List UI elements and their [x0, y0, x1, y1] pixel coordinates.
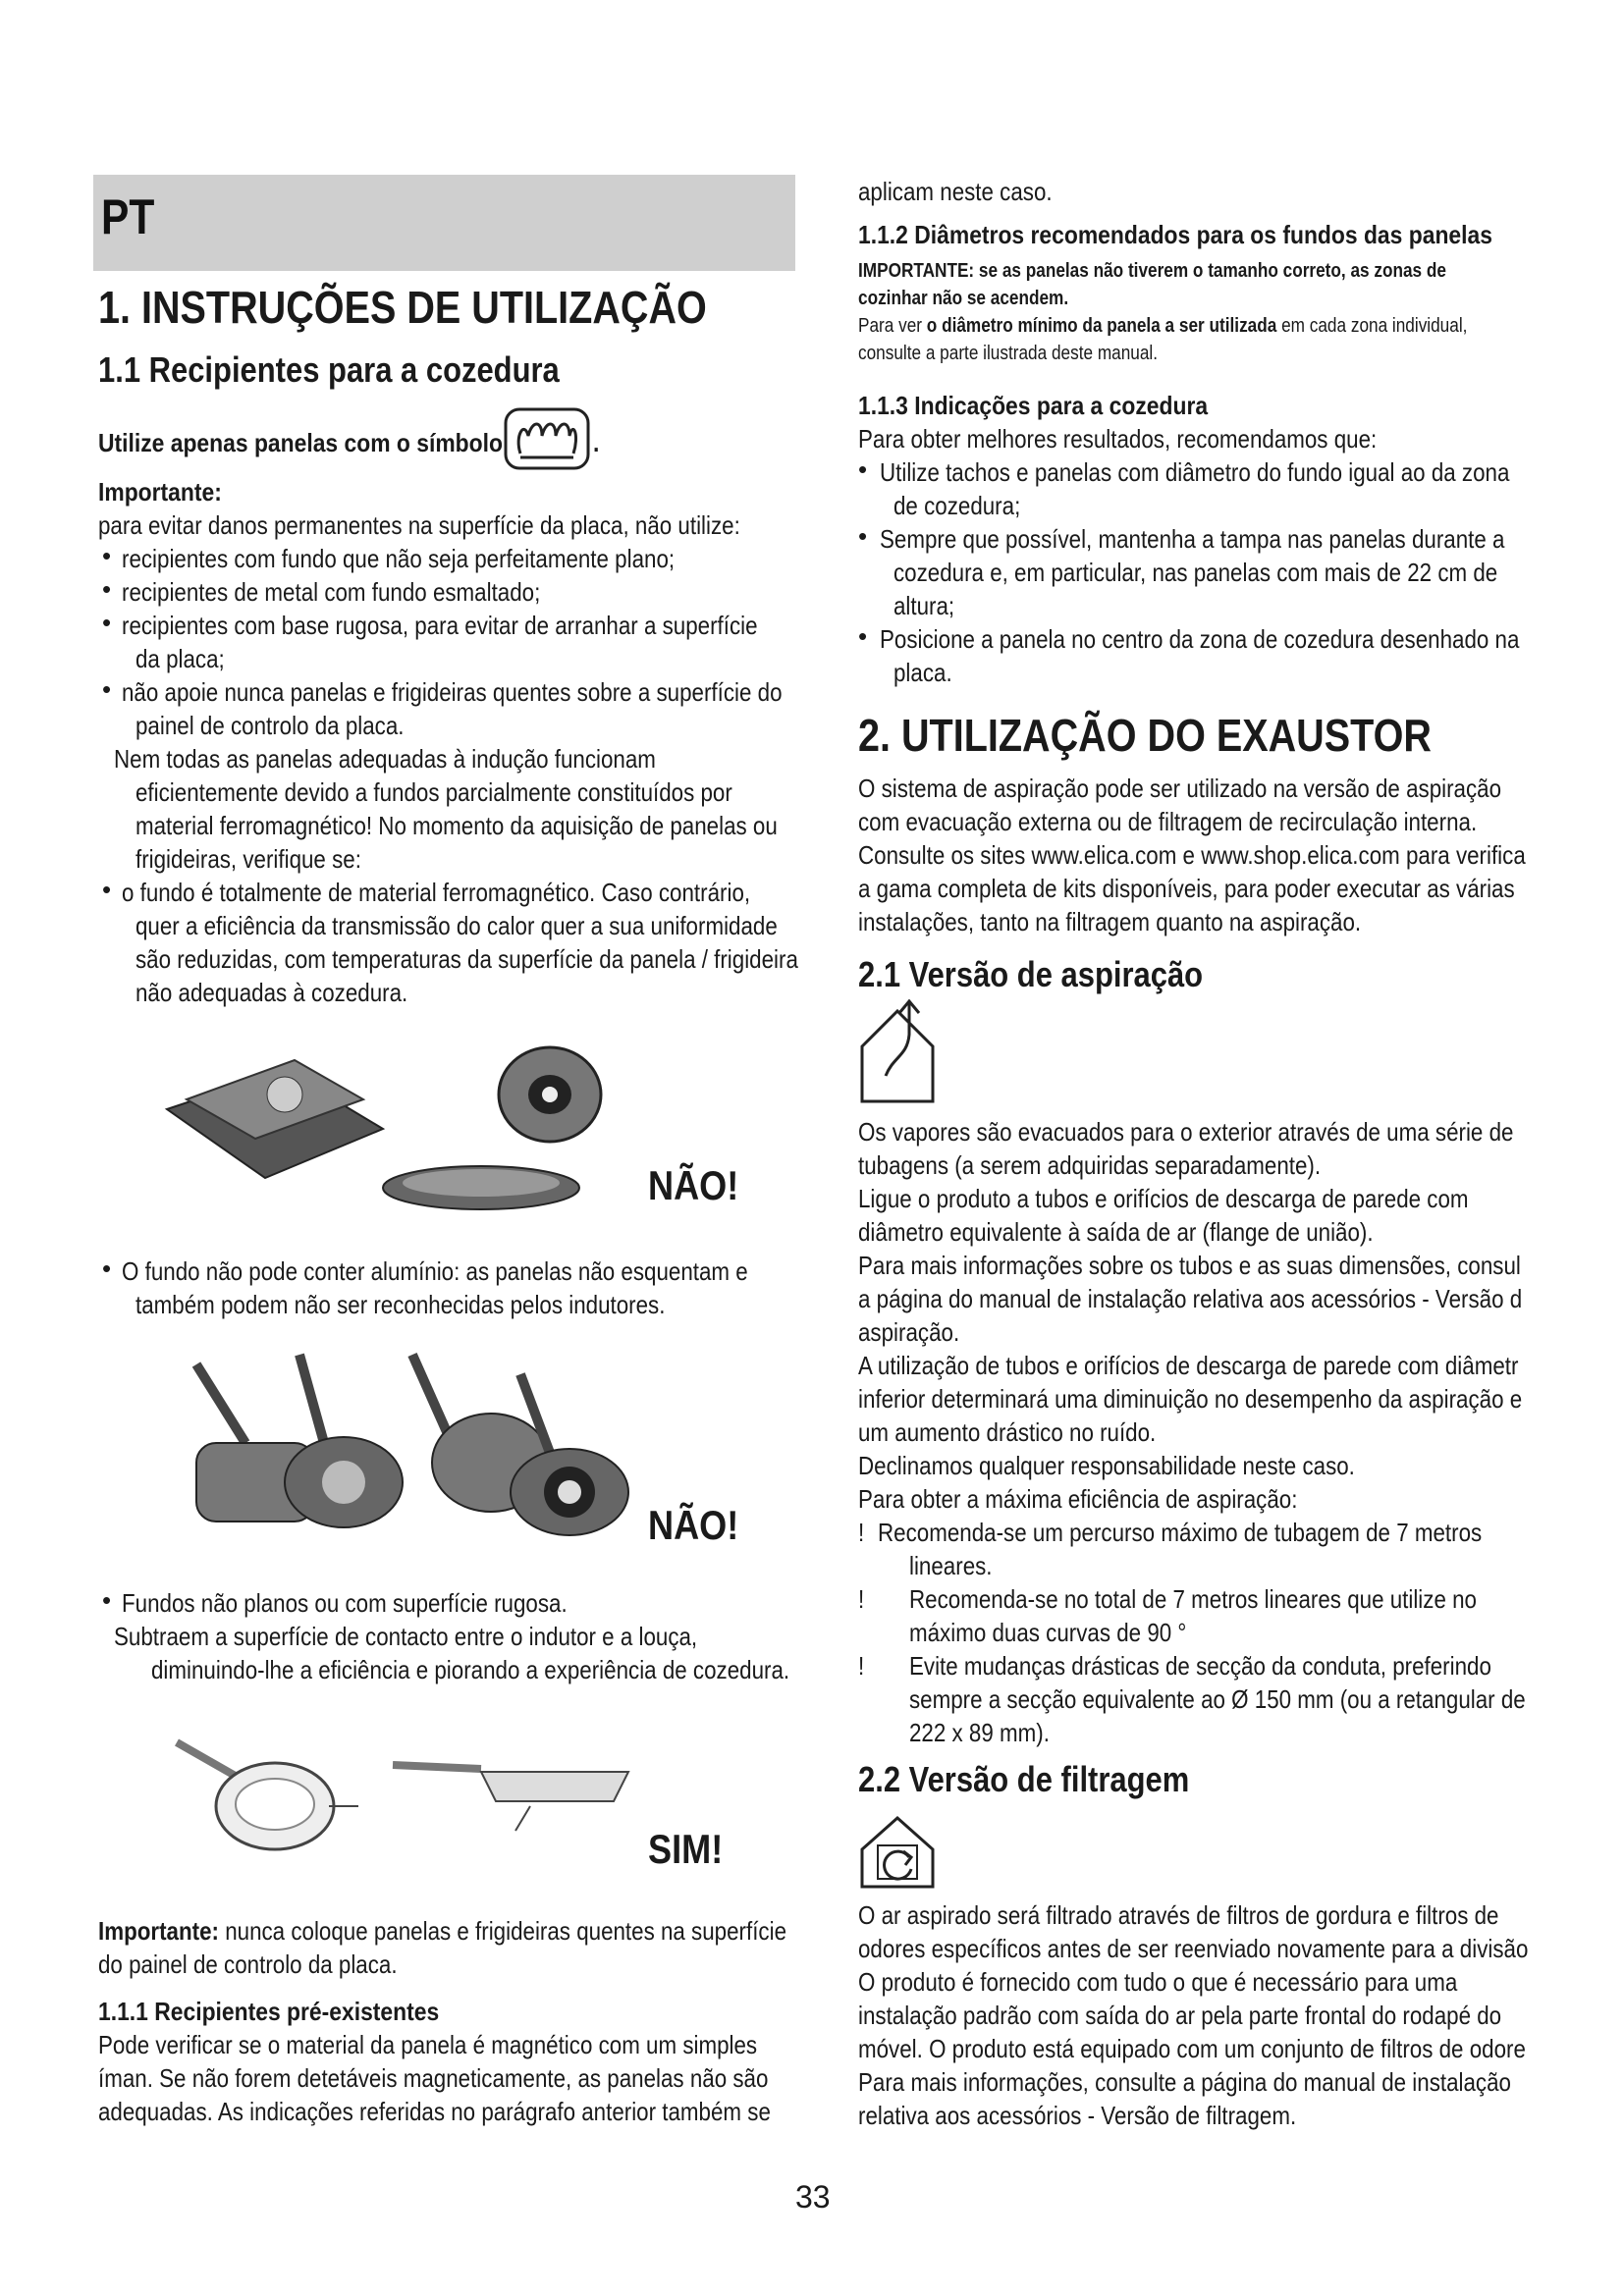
list-item: não apoie nunca panelas e frigideiras quentes sobre a superfície do — [122, 677, 783, 707]
list-item: Utilize tachos e panelas com diâmetro do fundo igual ao da zona — [880, 457, 1510, 487]
use-only-end: . — [593, 428, 600, 457]
important-note: cozinhar não se acendem. — [858, 288, 1069, 309]
paragraph: Para mais informações, consulte a página do manual de instalação — [858, 2067, 1511, 2097]
paragraph: Para obter melhores resultados, recomendamos que: — [858, 424, 1378, 454]
pan-illustration — [167, 1728, 638, 1855]
list-item-cont: da placa; — [135, 644, 225, 673]
exclamation-mark: ! — [858, 1584, 865, 1614]
section-1-1-2-title: 1.1.2 Diâmetros recomendados para os fundos das panelas — [858, 220, 1492, 249]
paragraph: O ar aspirado será filtrado através de filtros de gordura e filtros de — [858, 1900, 1499, 1930]
list-item-cont: placa. — [893, 658, 952, 687]
paragraph: O sistema de aspiração pode ser utilizado na versão de aspiração — [858, 774, 1502, 803]
exclamation-mark: ! — [858, 1518, 865, 1547]
list-item: Sempre que possível, mantenha a tampa nas panelas durante a — [880, 524, 1505, 554]
paragraph: diâmetro equivalente à saída de ar (flange de união). — [858, 1217, 1374, 1247]
important-text: do painel de controlo da placa. — [98, 1949, 398, 1979]
pan-illustration — [157, 1345, 648, 1541]
small-note-pre: Para ver — [858, 315, 927, 337]
ferro-text: o fundo é totalmente de material ferromagnético. Caso contrário, — [122, 878, 751, 907]
ducted-extraction-icon — [858, 997, 937, 1105]
bullet: • — [102, 541, 112, 570]
verdict-no: NÃO! — [648, 1502, 739, 1548]
page-number: 33 — [795, 2179, 831, 2215]
paragraph: Pode verificar se o material da panela é magnético com um simples — [98, 2030, 758, 2059]
section-2-title: 2. UTILIZAÇÃO DO EXAUSTOR — [858, 710, 1432, 761]
recommendation-cont: 222 x 89 mm). — [909, 1718, 1050, 1747]
verdict-yes: SIM! — [648, 1826, 724, 1872]
paragraph: íman. Se não forem detetáveis magneticamente, as panelas não são — [98, 2063, 769, 2093]
paragraph: com evacuação externa ou de filtragem de recirculação interna. — [858, 807, 1478, 836]
list-item-cont: de cozedura; — [893, 491, 1021, 520]
small-note — [858, 312, 1467, 340]
paragraph: tubagens (a serem adquiridas separadamente). — [858, 1150, 1322, 1180]
continued-text: aplicam neste caso. — [858, 177, 1053, 206]
section-2-2-title: 2.2 Versão de filtragem — [858, 1759, 1190, 1799]
language-header-bar — [93, 175, 795, 271]
aluminium-text: O fundo não pode conter alumínio: as panelas não esquentam e — [122, 1256, 748, 1286]
list-item-cont: painel de controlo da placa. — [135, 711, 405, 740]
rough-text: Fundos não planos ou com superfície rugosa. — [122, 1588, 568, 1618]
language-code: PT — [101, 189, 155, 244]
section-1-1-1-title: 1.1.1 Recipientes pré-existentes — [98, 1997, 440, 2026]
paragraph: móvel. O produto está equipado com um conjunto de filtros de odore — [858, 2034, 1526, 2063]
use-only-text: Utilize apenas panelas com o símbolo — [98, 428, 503, 457]
verdict-no: NÃO! — [648, 1162, 739, 1208]
section-1-title: 1. INSTRUÇÕES DE UTILIZAÇÃO — [98, 282, 707, 333]
bullet: • — [102, 608, 112, 637]
list-item-cont: cozedura e, em particular, nas panelas com mais de 22 cm de — [893, 558, 1498, 587]
paragraph: instalação padrão com saída do ar pela parte frontal do rodapé do — [858, 2001, 1502, 2030]
ferro-text: não adequadas à cozedura. — [135, 978, 408, 1007]
important-text: nunca coloque panelas e frigideiras quentes na superfície — [218, 1916, 787, 1946]
important-note — [98, 1914, 786, 1948]
recommendation: Recomenda-se um percurso máximo de tubagem de 7 metros — [878, 1518, 1483, 1547]
section-2-1-title: 2.1 Versão de aspiração — [858, 954, 1204, 994]
paragraph: Consulte os sites www.elica.com e www.shop.elica.com para verifica — [858, 840, 1526, 870]
induction-text: frigideiras, verifique se: — [135, 844, 361, 874]
recommendation: Recomenda-se no total de 7 metros lineares que utilize no — [909, 1584, 1477, 1614]
paragraph: Ligue o produto a tubos e orifícios de descarga de parede com — [858, 1184, 1469, 1213]
paragraph: Declinamos qualquer responsabilidade neste caso. — [858, 1451, 1355, 1480]
pan-illustration — [157, 1041, 648, 1217]
paragraph: odores específicos antes de ser reenviado novamente para a divisão — [858, 1934, 1529, 1963]
list-item: recipientes de metal com fundo esmaltado; — [122, 577, 541, 607]
paragraph: um aumento drástico no ruído. — [858, 1417, 1157, 1447]
bullet: • — [858, 454, 868, 484]
important-note: IMPORTANTE: se as panelas não tiverem o tamanho correto, as zonas de — [858, 260, 1446, 282]
bullet: • — [102, 674, 112, 704]
rough-text: Subtraem a superfície de contacto entre o indutor e a louça, — [114, 1622, 698, 1651]
list-item: Posicione a panela no centro da zona de cozedura desenhado na — [880, 624, 1520, 654]
paragraph: A utilização de tubos e orifícios de descarga de parede com diâmetr — [858, 1351, 1519, 1380]
ferro-text: quer a eficiência da transmissão do calor quer a sua uniformidade — [135, 911, 778, 940]
aluminium-text: também podem não ser reconhecidas pelos indutores. — [135, 1290, 666, 1319]
paragraph: relativa aos acessórios - Versão de filtragem. — [858, 2101, 1297, 2130]
paragraph: a gama completa de kits disponíveis, para poder executar as várias — [858, 874, 1515, 903]
important-intro: para evitar danos permanentes na superfície da placa, não utilize: — [98, 510, 740, 540]
bullet: • — [102, 875, 112, 904]
small-note-bold: o diâmetro mínimo da panela a ser utilizada — [926, 315, 1277, 337]
section-1-1-title: 1.1 Recipientes para a cozedura — [98, 349, 560, 390]
list-item: recipientes com fundo que não seja perfeitamente plano; — [122, 544, 676, 573]
rough-text: diminuindo-lhe a eficiência e piorando a experiência de cozedura. — [151, 1655, 790, 1684]
small-note: consulte a parte ilustrada deste manual. — [858, 343, 1159, 364]
recommendation-cont: lineares. — [909, 1551, 993, 1580]
list-item-cont: altura; — [893, 591, 955, 620]
section-1-1-3-title: 1.1.3 Indicações para a cozedura — [858, 391, 1209, 420]
bullet: • — [102, 1585, 112, 1615]
recirculation-filter-icon — [858, 1812, 937, 1891]
bullet: • — [858, 621, 868, 651]
paragraph: Para mais informações sobre os tubos e as suas dimensões, consul — [858, 1251, 1521, 1280]
recommendation-cont: máximo duas curvas de 90 ° — [909, 1618, 1187, 1647]
induction-coil-icon — [503, 406, 591, 471]
recommendation: Evite mudanças drásticas de secção da conduta, preferindo — [909, 1651, 1491, 1681]
recommendation-cont: sempre a secção equivalente ao Ø 150 mm (ou a retangular de — [909, 1684, 1526, 1714]
paragraph: Os vapores são evacuados para o exterior através de uma série de — [858, 1117, 1514, 1147]
paragraph: instalações, tanto na filtragem quanto na aspiração. — [858, 907, 1362, 936]
bullet: • — [102, 574, 112, 604]
paragraph: Para obter a máxima eficiência de aspiração: — [858, 1484, 1298, 1514]
induction-text: eficientemente devido a fundos parcialmente constituídos por — [135, 777, 732, 807]
important-label: Importante: — [98, 1916, 219, 1946]
paragraph: aspiração. — [858, 1317, 960, 1347]
bullet: • — [858, 521, 868, 551]
induction-text: material ferromagnético! No momento da aquisição de panelas ou — [135, 811, 778, 840]
small-note-post: em cada zona individual, — [1276, 315, 1468, 337]
induction-text: Nem todas as panelas adequadas à indução funcionam — [114, 744, 656, 774]
ferro-text: são reduzidas, com temperaturas da superfície da panela / frigideira — [135, 944, 798, 974]
important-label: Importante: — [98, 477, 222, 507]
list-item: recipientes com base rugosa, para evitar de arranhar a superfície — [122, 611, 758, 640]
paragraph: a página do manual de instalação relativa aos acessórios - Versão d — [858, 1284, 1523, 1313]
exclamation-mark: ! — [858, 1651, 865, 1681]
bullet: • — [102, 1254, 112, 1283]
paragraph: adequadas. As indicações referidas no parágrafo anterior também se — [98, 2097, 771, 2126]
paragraph: O produto é fornecido com tudo o que é necessário para uma — [858, 1967, 1458, 1997]
paragraph: inferior determinará uma diminuição no desempenho da aspiração e — [858, 1384, 1523, 1414]
